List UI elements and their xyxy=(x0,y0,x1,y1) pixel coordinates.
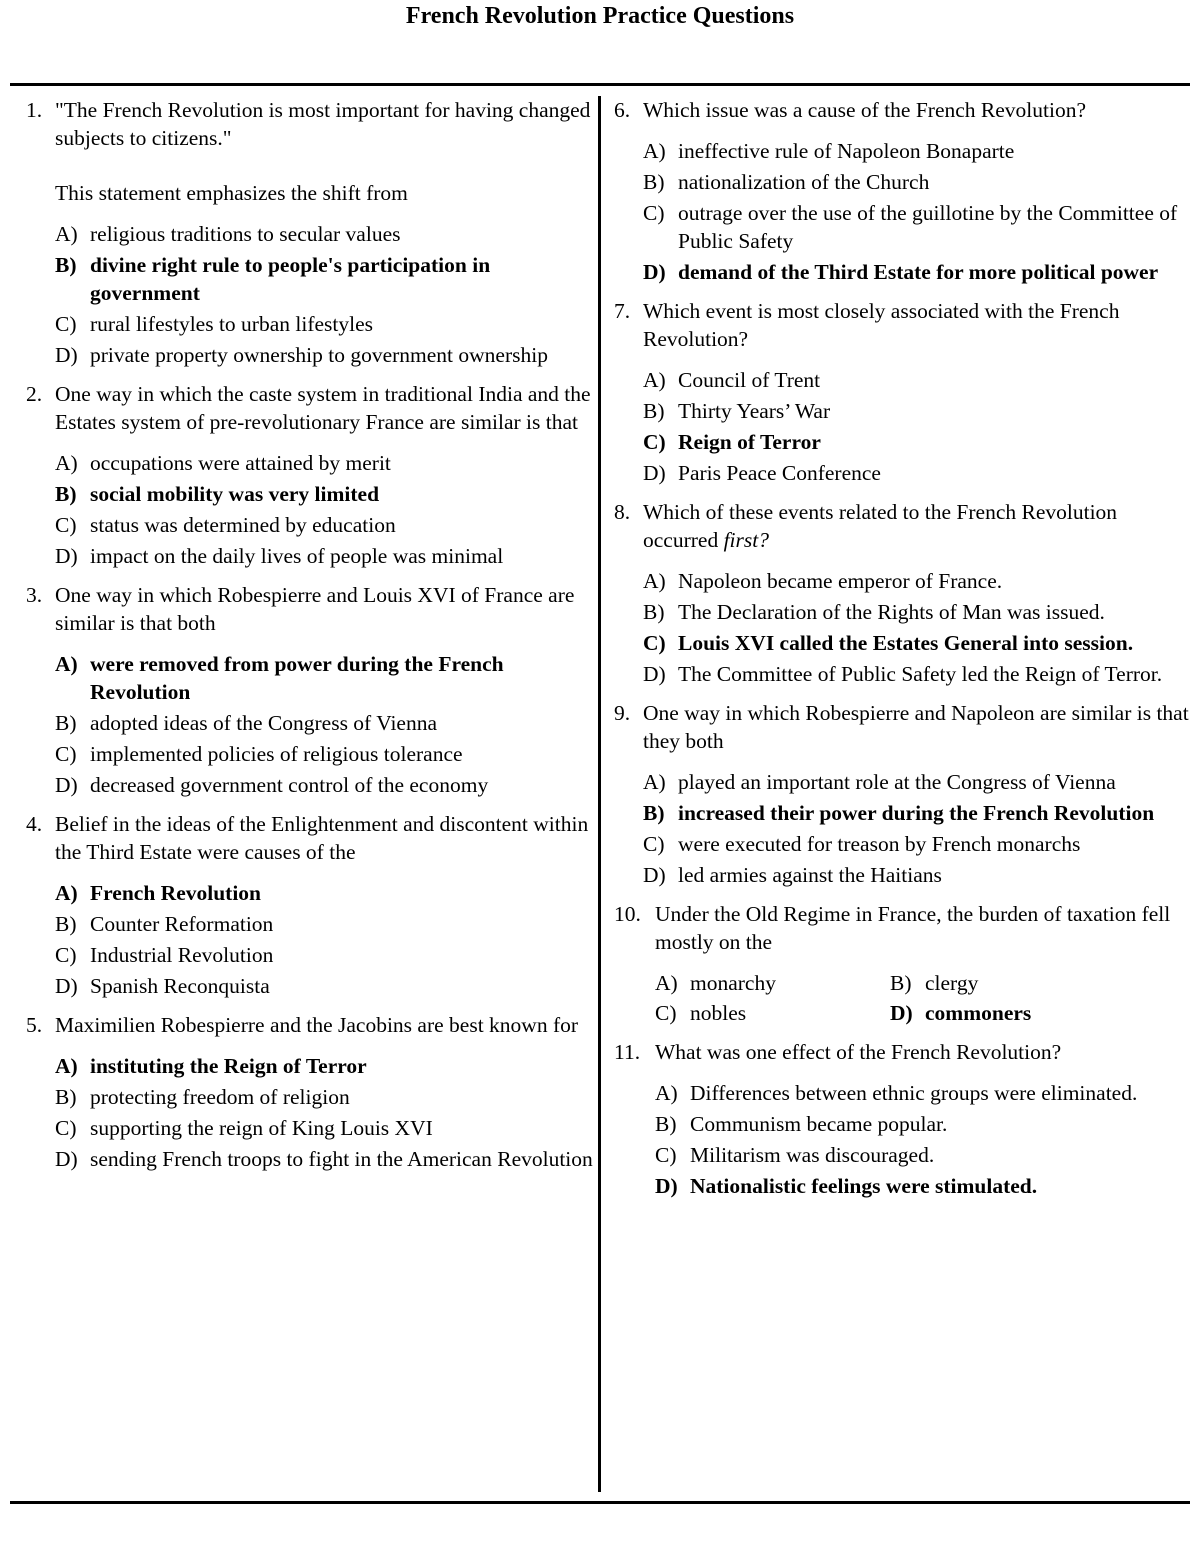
choice-a[interactable] xyxy=(55,879,596,907)
answer-choices xyxy=(55,650,596,799)
choice-text: Spanish Reconquista xyxy=(90,974,270,998)
choice-c[interactable] xyxy=(643,629,1190,657)
answer-choices xyxy=(55,220,596,369)
choice-letter: C) xyxy=(55,1116,77,1140)
choice-letter: B) xyxy=(643,801,665,825)
choice-letter: A) xyxy=(643,368,666,392)
choice-text: commoners xyxy=(925,1001,1032,1025)
answer-choices xyxy=(55,1052,596,1173)
choice-text: Paris Peace Conference xyxy=(678,461,881,485)
choice-text: clergy xyxy=(925,971,979,995)
choice-d[interactable] xyxy=(55,771,596,799)
choice-d[interactable] xyxy=(655,1172,1190,1200)
question-text: Which event is most closely associated with the French Revolution? xyxy=(643,299,1120,351)
choice-letter: C) xyxy=(643,201,665,225)
choice-letter: C) xyxy=(643,631,666,655)
choice-text: The Committee of Public Safety led the Reign of Terror. xyxy=(678,662,1163,686)
choice-letter: C) xyxy=(655,1001,677,1025)
choice-text: Industrial Revolution xyxy=(90,943,274,967)
choice-letter: A) xyxy=(643,770,666,794)
column-divider xyxy=(598,96,601,1492)
choice-letter: A) xyxy=(655,971,678,995)
choice-d[interactable] xyxy=(55,1145,596,1173)
question-text: What was one effect of the French Revolution? xyxy=(655,1040,1062,1064)
choice-d[interactable] xyxy=(55,972,596,1000)
choice-letter: C) xyxy=(55,312,77,336)
choice-a[interactable] xyxy=(55,449,596,477)
question-number: 6. xyxy=(614,98,631,122)
choice-letter: D) xyxy=(55,1147,78,1171)
question-text: Belief in the ideas of the Enlightenment and discontent within the Third Estate were causes of the xyxy=(55,812,589,864)
choice-b[interactable] xyxy=(643,397,1190,425)
choice-b[interactable] xyxy=(643,598,1190,626)
choice-letter: D) xyxy=(643,662,666,686)
choice-text: monarchy xyxy=(690,971,776,995)
choice-letter: B) xyxy=(890,971,912,995)
choice-d[interactable] xyxy=(643,660,1190,688)
question-number: 2. xyxy=(26,382,43,406)
left-column xyxy=(26,96,596,1184)
choice-c[interactable] xyxy=(55,310,596,338)
choice-letter: B) xyxy=(655,1112,677,1136)
choice-c[interactable] xyxy=(55,740,596,768)
question-2 xyxy=(26,380,596,570)
choice-text: instituting the Reign of Terror xyxy=(90,1054,367,1078)
choice-letter: D) xyxy=(55,974,78,998)
choice-letter: A) xyxy=(55,652,78,676)
choice-text: Nationalistic feelings were stimulated. xyxy=(690,1174,1038,1198)
choice-b[interactable] xyxy=(55,251,596,307)
choice-text: Reign of Terror xyxy=(678,430,821,454)
choice-c[interactable] xyxy=(655,999,890,1027)
question-text xyxy=(643,498,1190,554)
choice-b[interactable] xyxy=(55,480,596,508)
question-text: One way in which the caste system in traditional India and the Estates system of pre-revolutionary France are similar is that xyxy=(55,382,591,434)
right-column xyxy=(614,96,1190,1211)
choice-letter: D) xyxy=(643,863,666,887)
choice-b[interactable] xyxy=(55,910,596,938)
question-number: 7. xyxy=(614,299,631,323)
choice-letter: B) xyxy=(643,600,665,624)
question-number: 9. xyxy=(614,701,631,725)
question-text: Which issue was a cause of the French Revolution? xyxy=(643,98,1087,122)
choice-b[interactable] xyxy=(643,168,1190,196)
answer-choices xyxy=(643,137,1190,286)
choice-d[interactable] xyxy=(890,999,1125,1027)
choice-c[interactable] xyxy=(643,830,1190,858)
choice-text: implemented policies of religious tolerance xyxy=(90,742,463,766)
page-title: French Revolution Practice Questions xyxy=(405,3,795,29)
choice-a[interactable] xyxy=(643,567,1190,595)
choice-letter: D) xyxy=(643,461,666,485)
question-number: 1. xyxy=(26,98,43,122)
question-10 xyxy=(614,900,1190,1027)
question-text: One way in which Robespierre and Louis XVI of France are similar is that both xyxy=(55,583,575,635)
choice-c[interactable] xyxy=(643,428,1190,456)
choice-b[interactable] xyxy=(655,1110,1190,1138)
choice-text: Napoleon became emperor of France. xyxy=(678,569,1003,593)
choice-text: nobles xyxy=(690,1001,747,1025)
question-3 xyxy=(26,581,596,799)
choice-a[interactable] xyxy=(643,366,1190,394)
choice-b[interactable] xyxy=(890,969,1125,997)
choice-d[interactable] xyxy=(643,258,1190,286)
question-6 xyxy=(614,96,1190,286)
choice-text: decreased government control of the economy xyxy=(90,773,489,797)
choice-text: adopted ideas of the Congress of Vienna xyxy=(90,711,438,735)
question-number: 3. xyxy=(26,583,43,607)
choice-letter: A) xyxy=(55,881,78,905)
choice-text: Council of Trent xyxy=(678,368,821,392)
choice-letter: A) xyxy=(643,139,666,163)
choice-text: were removed from power during the French Revolution xyxy=(90,652,504,704)
choice-letter: C) xyxy=(55,943,77,967)
choice-letter: D) xyxy=(655,1174,678,1198)
choice-d[interactable] xyxy=(643,861,1190,889)
question-4 xyxy=(26,810,596,1000)
question-emphasis: first? xyxy=(723,528,769,552)
answer-choices xyxy=(643,768,1190,889)
choice-d[interactable] xyxy=(55,341,596,369)
choice-letter: A) xyxy=(643,569,666,593)
choice-letter: C) xyxy=(643,832,665,856)
choice-letter: D) xyxy=(55,343,78,367)
question-prompt: Which of these events related to the French Revolution occurred xyxy=(643,500,1118,552)
top-rule xyxy=(10,83,1190,86)
choice-letter: C) xyxy=(55,742,77,766)
question-text xyxy=(55,96,596,207)
choice-b[interactable] xyxy=(55,709,596,737)
choice-text: were executed for treason by French monarchs xyxy=(678,832,1081,856)
question-prompt: "The French Revolution is most important for having changed subjects to citizens." xyxy=(55,98,591,150)
choice-text: French Revolution xyxy=(90,881,262,905)
choice-letter: D) xyxy=(55,544,78,568)
choice-d[interactable] xyxy=(643,459,1190,487)
choice-c[interactable] xyxy=(55,511,596,539)
question-5 xyxy=(26,1011,596,1173)
choice-text: rural lifestyles to urban lifestyles xyxy=(90,312,374,336)
question-number: 5. xyxy=(26,1013,43,1037)
choice-text: impact on the daily lives of people was minimal xyxy=(90,544,504,568)
choice-letter: A) xyxy=(55,222,78,246)
choice-a[interactable] xyxy=(55,650,596,706)
choice-letter: C) xyxy=(655,1143,677,1167)
choice-letter: B) xyxy=(55,711,77,735)
choice-letter: C) xyxy=(55,513,77,537)
choice-text: played an important role at the Congress of Vienna xyxy=(678,770,1116,794)
choice-text: supporting the reign of King Louis XVI xyxy=(90,1116,433,1140)
choice-letter: B) xyxy=(55,482,77,506)
choice-text: outrage over the use of the guillotine by the Committee of Public Safety xyxy=(678,201,1178,253)
choice-letter: D) xyxy=(55,773,78,797)
answer-choices xyxy=(643,567,1190,688)
choice-b[interactable] xyxy=(643,799,1190,827)
choice-text: Militarism was discouraged. xyxy=(690,1143,935,1167)
choice-text: Louis XVI called the Estates General into session. xyxy=(678,631,1134,655)
question-number: 11. xyxy=(614,1040,641,1064)
answer-choices xyxy=(55,879,596,1000)
question-prompt-continued: This statement emphasizes the shift from xyxy=(55,181,408,205)
choice-b[interactable] xyxy=(55,1083,596,1111)
choice-text: nationalization of the Church xyxy=(678,170,930,194)
answer-choices xyxy=(55,449,596,570)
choice-letter: B) xyxy=(55,253,77,277)
choice-text: Thirty Years’ War xyxy=(678,399,831,423)
question-1 xyxy=(26,96,596,369)
choice-letter: B) xyxy=(55,912,77,936)
choice-c[interactable] xyxy=(55,1114,596,1142)
choice-text: occupations were attained by merit xyxy=(90,451,391,475)
bottom-rule xyxy=(10,1501,1190,1504)
choice-letter: A) xyxy=(55,1054,78,1078)
choice-text: religious traditions to secular values xyxy=(90,222,401,246)
choice-letter: D) xyxy=(643,260,666,284)
choice-letter: D) xyxy=(890,1001,913,1025)
choice-text: demand of the Third Estate for more political power xyxy=(678,260,1159,284)
choice-text: status was determined by education xyxy=(90,513,396,537)
choice-text: increased their power during the French Revolution xyxy=(678,801,1155,825)
choice-c[interactable] xyxy=(55,941,596,969)
choice-d[interactable] xyxy=(55,542,596,570)
choice-text: Counter Reformation xyxy=(90,912,274,936)
answer-choices xyxy=(643,366,1190,487)
question-8 xyxy=(614,498,1190,688)
choice-text: private property ownership to government ownership xyxy=(90,343,548,367)
choice-text: sending French troops to fight in the American Revolution xyxy=(90,1147,593,1171)
choice-a[interactable] xyxy=(55,1052,596,1080)
choice-c[interactable] xyxy=(643,199,1190,255)
choice-a[interactable] xyxy=(643,768,1190,796)
choice-letter: B) xyxy=(55,1085,77,1109)
question-11 xyxy=(614,1038,1190,1200)
choice-text: Communism became popular. xyxy=(690,1112,948,1136)
question-text: One way in which Robespierre and Napoleon are similar is that they both xyxy=(643,701,1189,753)
choice-text: social mobility was very limited xyxy=(90,482,380,506)
answer-choices xyxy=(655,969,1190,1027)
choice-text: divine right rule to people's participation in government xyxy=(90,253,491,305)
choice-letter: B) xyxy=(643,399,665,423)
choice-text: The Declaration of the Rights of Man was issued. xyxy=(678,600,1105,624)
question-number: 8. xyxy=(614,500,631,524)
question-9 xyxy=(614,699,1190,889)
answer-choices xyxy=(655,1079,1190,1200)
choice-a[interactable] xyxy=(643,137,1190,165)
choice-letter: B) xyxy=(643,170,665,194)
choice-c[interactable] xyxy=(655,1141,1190,1169)
choice-a[interactable] xyxy=(655,1079,1190,1107)
choice-text: Differences between ethnic groups were eliminated. xyxy=(690,1081,1138,1105)
choice-letter: C) xyxy=(643,430,666,454)
choice-text: protecting freedom of religion xyxy=(90,1085,350,1109)
question-number: 10. xyxy=(614,902,641,926)
question-text: Under the Old Regime in France, the burden of taxation fell mostly on the xyxy=(655,902,1171,954)
question-text: Maximilien Robespierre and the Jacobins are best known for xyxy=(55,1013,579,1037)
choice-letter: A) xyxy=(55,451,78,475)
choice-letter: A) xyxy=(655,1081,678,1105)
choice-text: ineffective rule of Napoleon Bonaparte xyxy=(678,139,1015,163)
choice-a[interactable] xyxy=(655,969,890,997)
choice-text: led armies against the Haitians xyxy=(678,863,942,887)
choice-a[interactable] xyxy=(55,220,596,248)
question-number: 4. xyxy=(26,812,43,836)
question-7 xyxy=(614,297,1190,487)
